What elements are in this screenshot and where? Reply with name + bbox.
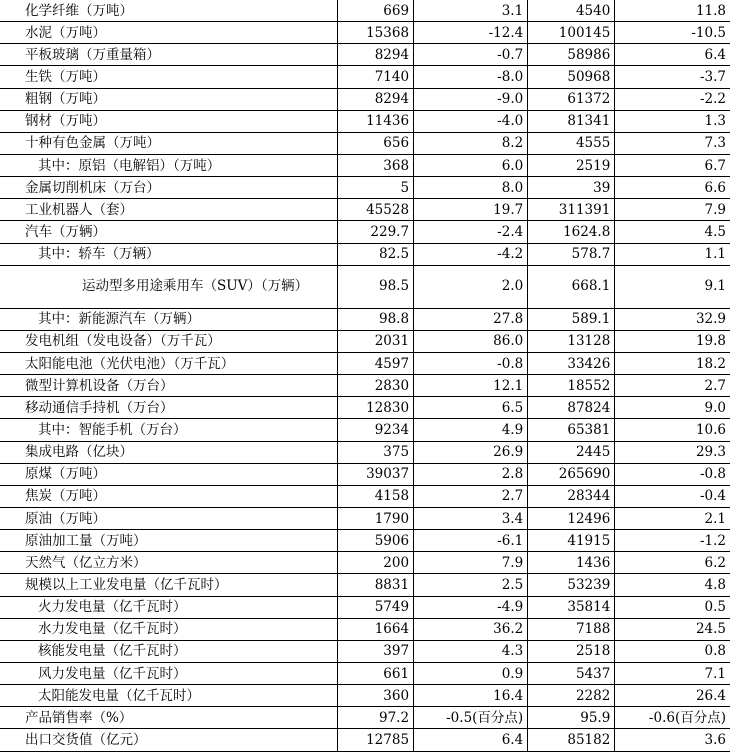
cell-v2: -4.0: [414, 110, 528, 132]
table-row: [0, 640, 730, 662]
cell-v1: 5906: [337, 530, 413, 552]
cell-v1: 2031: [337, 330, 413, 352]
table-row: [0, 330, 730, 352]
table-row: [0, 154, 730, 176]
cell-v4: 26.4: [615, 685, 730, 707]
cell-v2: 86.0: [414, 330, 528, 352]
cell-v3: 41915: [528, 530, 615, 552]
cell-v2: 3.4: [414, 507, 528, 529]
cell-v4: -1.2: [615, 530, 730, 552]
table-row: [0, 352, 730, 374]
cell-v3: 4540: [528, 0, 615, 22]
row-label: 发电机组（发电设备）（万千瓦）: [0, 330, 337, 352]
cell-v1: 98.8: [337, 308, 413, 330]
cell-v4: 2.1: [615, 507, 730, 529]
cell-v2: 2.8: [414, 463, 528, 485]
cell-v4: 9.0: [615, 397, 730, 419]
cell-v3: 311391: [528, 199, 615, 221]
table-row: [0, 243, 730, 265]
cell-v2: 36.2: [414, 618, 528, 640]
cell-v4: 3.6: [615, 729, 730, 751]
cell-v1: 669: [337, 0, 413, 22]
row-label: 水力发电量（亿千瓦时）: [0, 618, 337, 640]
cell-v2: 6.5: [414, 397, 528, 419]
cell-v2: 3.1: [414, 0, 528, 22]
cell-v3: 87824: [528, 397, 615, 419]
cell-v1: 8831: [337, 574, 413, 596]
table-row: [0, 265, 730, 308]
cell-v4: -0.6(百分点): [615, 707, 730, 729]
cell-v3: 589.1: [528, 308, 615, 330]
cell-v1: 12830: [337, 397, 413, 419]
cell-v3: 18552: [528, 375, 615, 397]
table-row: [0, 308, 730, 330]
cell-v2: 16.4: [414, 685, 528, 707]
cell-v1: 45528: [337, 199, 413, 221]
cell-v4: 7.9: [615, 199, 730, 221]
cell-v1: 9234: [337, 419, 413, 441]
row-label: 平板玻璃（万重量箱）: [0, 44, 337, 66]
cell-v2: -0.7: [414, 44, 528, 66]
table-row: [0, 707, 730, 729]
cell-v3: 2518: [528, 640, 615, 662]
cell-v1: 1790: [337, 507, 413, 529]
cell-v2: 2.5: [414, 574, 528, 596]
cell-v1: 8294: [337, 88, 413, 110]
row-label: 焦炭（万吨）: [0, 485, 337, 507]
table-row: [0, 0, 730, 22]
cell-v2: -12.4: [414, 22, 528, 44]
cell-v3: 578.7: [528, 243, 615, 265]
cell-v4: 9.1: [615, 265, 730, 308]
cell-v1: 661: [337, 662, 413, 684]
cell-v3: 265690: [528, 463, 615, 485]
cell-v2: 2.0: [414, 265, 528, 308]
cell-v4: 4.5: [615, 221, 730, 243]
cell-v4: -10.5: [615, 22, 730, 44]
cell-v3: 39: [528, 177, 615, 199]
table-row: [0, 552, 730, 574]
row-label: 火力发电量（亿千瓦时）: [0, 596, 337, 618]
cell-v4: 0.8: [615, 640, 730, 662]
cell-v2: 6.0: [414, 154, 528, 176]
cell-v1: 82.5: [337, 243, 413, 265]
cell-v3: 85182: [528, 729, 615, 751]
cell-v3: 65381: [528, 419, 615, 441]
table-row: [0, 463, 730, 485]
cell-v1: 8294: [337, 44, 413, 66]
cell-v2: -0.8: [414, 352, 528, 374]
cell-v2: 19.7: [414, 199, 528, 221]
cell-v2: 4.3: [414, 640, 528, 662]
table-row: [0, 419, 730, 441]
cell-v4: -3.7: [615, 66, 730, 88]
table-row: [0, 507, 730, 529]
cell-v4: 10.6: [615, 419, 730, 441]
row-label: 风力发电量（亿千瓦时）: [0, 662, 337, 684]
cell-v2: 7.9: [414, 552, 528, 574]
cell-v1: 5: [337, 177, 413, 199]
cell-v1: 368: [337, 154, 413, 176]
table-row: [0, 574, 730, 596]
row-label: 移动通信手持机（万台）: [0, 397, 337, 419]
row-label: 其中：轿车（万辆）: [0, 243, 337, 265]
cell-v3: 28344: [528, 485, 615, 507]
row-label: 产品销售率（%）: [0, 707, 337, 729]
cell-v2: -6.1: [414, 530, 528, 552]
cell-v4: 6.6: [615, 177, 730, 199]
row-label: 工业机器人（套）: [0, 199, 337, 221]
cell-v1: 97.2: [337, 707, 413, 729]
cell-v1: 397: [337, 640, 413, 662]
cell-v4: 1.1: [615, 243, 730, 265]
row-label: 天然气（亿立方米）: [0, 552, 337, 574]
table-row: [0, 729, 730, 751]
cell-v3: 81341: [528, 110, 615, 132]
cell-v1: 11436: [337, 110, 413, 132]
row-label: 化学纤维（万吨）: [0, 0, 337, 22]
row-label: 十种有色金属（万吨）: [0, 132, 337, 154]
cell-v2: -2.4: [414, 221, 528, 243]
cell-v2: 26.9: [414, 441, 528, 463]
row-label: 规模以上工业发电量（亿千瓦时）: [0, 574, 337, 596]
cell-v4: 32.9: [615, 308, 730, 330]
cell-v3: 12496: [528, 507, 615, 529]
cell-v1: 15368: [337, 22, 413, 44]
cell-v4: 24.5: [615, 618, 730, 640]
table-row: [0, 530, 730, 552]
cell-v2: 8.0: [414, 177, 528, 199]
cell-v4: -0.4: [615, 485, 730, 507]
row-label: 金属切削机床（万台）: [0, 177, 337, 199]
cell-v2: 8.2: [414, 132, 528, 154]
cell-v3: 50968: [528, 66, 615, 88]
cell-v1: 2830: [337, 375, 413, 397]
table-row: [0, 44, 730, 66]
cell-v1: 1664: [337, 618, 413, 640]
table-row: [0, 110, 730, 132]
row-label: 生铁（万吨）: [0, 66, 337, 88]
table-row: [0, 88, 730, 110]
cell-v3: 2445: [528, 441, 615, 463]
cell-v3: 61372: [528, 88, 615, 110]
cell-v4: 1.3: [615, 110, 730, 132]
cell-v4: 29.3: [615, 441, 730, 463]
cell-v4: 11.8: [615, 0, 730, 22]
table-row: [0, 662, 730, 684]
table-row: [0, 22, 730, 44]
row-label: 其中：原铝（电解铝）（万吨）: [0, 154, 337, 176]
cell-v3: 668.1: [528, 265, 615, 308]
row-label: 钢材（万吨）: [0, 110, 337, 132]
cell-v1: 12785: [337, 729, 413, 751]
cell-v2: 6.4: [414, 729, 528, 751]
table-row: [0, 685, 730, 707]
cell-v1: 229.7: [337, 221, 413, 243]
row-label-text: 运动型多用途乘用车（SUV）（万辆）: [82, 278, 309, 295]
cell-v2: 4.9: [414, 419, 528, 441]
cell-v3: 2282: [528, 685, 615, 707]
row-label: 出口交货值（亿元）: [0, 729, 337, 751]
table-row: [0, 221, 730, 243]
cell-v3: 100145: [528, 22, 615, 44]
row-label: 太阳能发电量（亿千瓦时）: [0, 685, 337, 707]
table-row: [0, 66, 730, 88]
cell-v4: 6.2: [615, 552, 730, 574]
cell-v2: 2.7: [414, 485, 528, 507]
cell-v3: 58986: [528, 44, 615, 66]
cell-v4: 0.5: [615, 596, 730, 618]
row-label: 集成电路（亿块）: [0, 441, 337, 463]
cell-v3: 2519: [528, 154, 615, 176]
cell-v2: 12.1: [414, 375, 528, 397]
cell-v4: 19.8: [615, 330, 730, 352]
cell-v4: 2.7: [615, 375, 730, 397]
table-row: [0, 199, 730, 221]
row-label: 核能发电量（亿千瓦时）: [0, 640, 337, 662]
cell-v4: 18.2: [615, 352, 730, 374]
cell-v1: 5749: [337, 596, 413, 618]
table-row: [0, 177, 730, 199]
table-row: [0, 132, 730, 154]
row-label: 汽车（万辆）: [0, 221, 337, 243]
cell-v3: 13128: [528, 330, 615, 352]
cell-v1: 4158: [337, 485, 413, 507]
cell-v3: 4555: [528, 132, 615, 154]
table-row: [0, 485, 730, 507]
cell-v4: -0.8: [615, 463, 730, 485]
cell-v2: -8.0: [414, 66, 528, 88]
cell-v4: 7.1: [615, 662, 730, 684]
cell-v1: 360: [337, 685, 413, 707]
cell-v4: 7.3: [615, 132, 730, 154]
table-row: [0, 397, 730, 419]
cell-v3: 53239: [528, 574, 615, 596]
cell-v3: 5437: [528, 662, 615, 684]
row-label: 原油（万吨）: [0, 507, 337, 529]
cell-v3: 1436: [528, 552, 615, 574]
row-label: 微型计算机设备（万台）: [0, 375, 337, 397]
cell-v4: 6.7: [615, 154, 730, 176]
cell-v2: 27.8: [414, 308, 528, 330]
cell-v2: -0.5(百分点): [414, 707, 528, 729]
row-label: 太阳能电池（光伏电池）（万千瓦）: [0, 352, 337, 374]
table-row: [0, 596, 730, 618]
cell-v2: -4.2: [414, 243, 528, 265]
cell-v2: -4.9: [414, 596, 528, 618]
cell-v2: 0.9: [414, 662, 528, 684]
cell-v1: 98.5: [337, 265, 413, 308]
table-row: [0, 618, 730, 640]
cell-v1: 7140: [337, 66, 413, 88]
table-row: [0, 375, 730, 397]
row-label: 原油加工量（万吨）: [0, 530, 337, 552]
cell-v1: 4597: [337, 352, 413, 374]
row-label: 粗钢（万吨）: [0, 88, 337, 110]
cell-v1: 656: [337, 132, 413, 154]
cell-v3: 7188: [528, 618, 615, 640]
cell-v3: 1624.8: [528, 221, 615, 243]
cell-v3: 95.9: [528, 707, 615, 729]
cell-v1: 200: [337, 552, 413, 574]
cell-v3: 35814: [528, 596, 615, 618]
cell-v1: 375: [337, 441, 413, 463]
cell-v4: -2.2: [615, 88, 730, 110]
cell-v2: -9.0: [414, 88, 528, 110]
cell-v4: 6.4: [615, 44, 730, 66]
row-label: 原煤（万吨）: [0, 463, 337, 485]
cell-v1: 39037: [337, 463, 413, 485]
table-row: [0, 441, 730, 463]
cell-v3: 33426: [528, 352, 615, 374]
row-label: 其中：智能手机（万台）: [0, 419, 337, 441]
cell-v4: 4.8: [615, 574, 730, 596]
row-label: [0, 265, 337, 308]
row-label: 其中：新能源汽车（万辆）: [0, 308, 337, 330]
row-label: 水泥（万吨）: [0, 22, 337, 44]
